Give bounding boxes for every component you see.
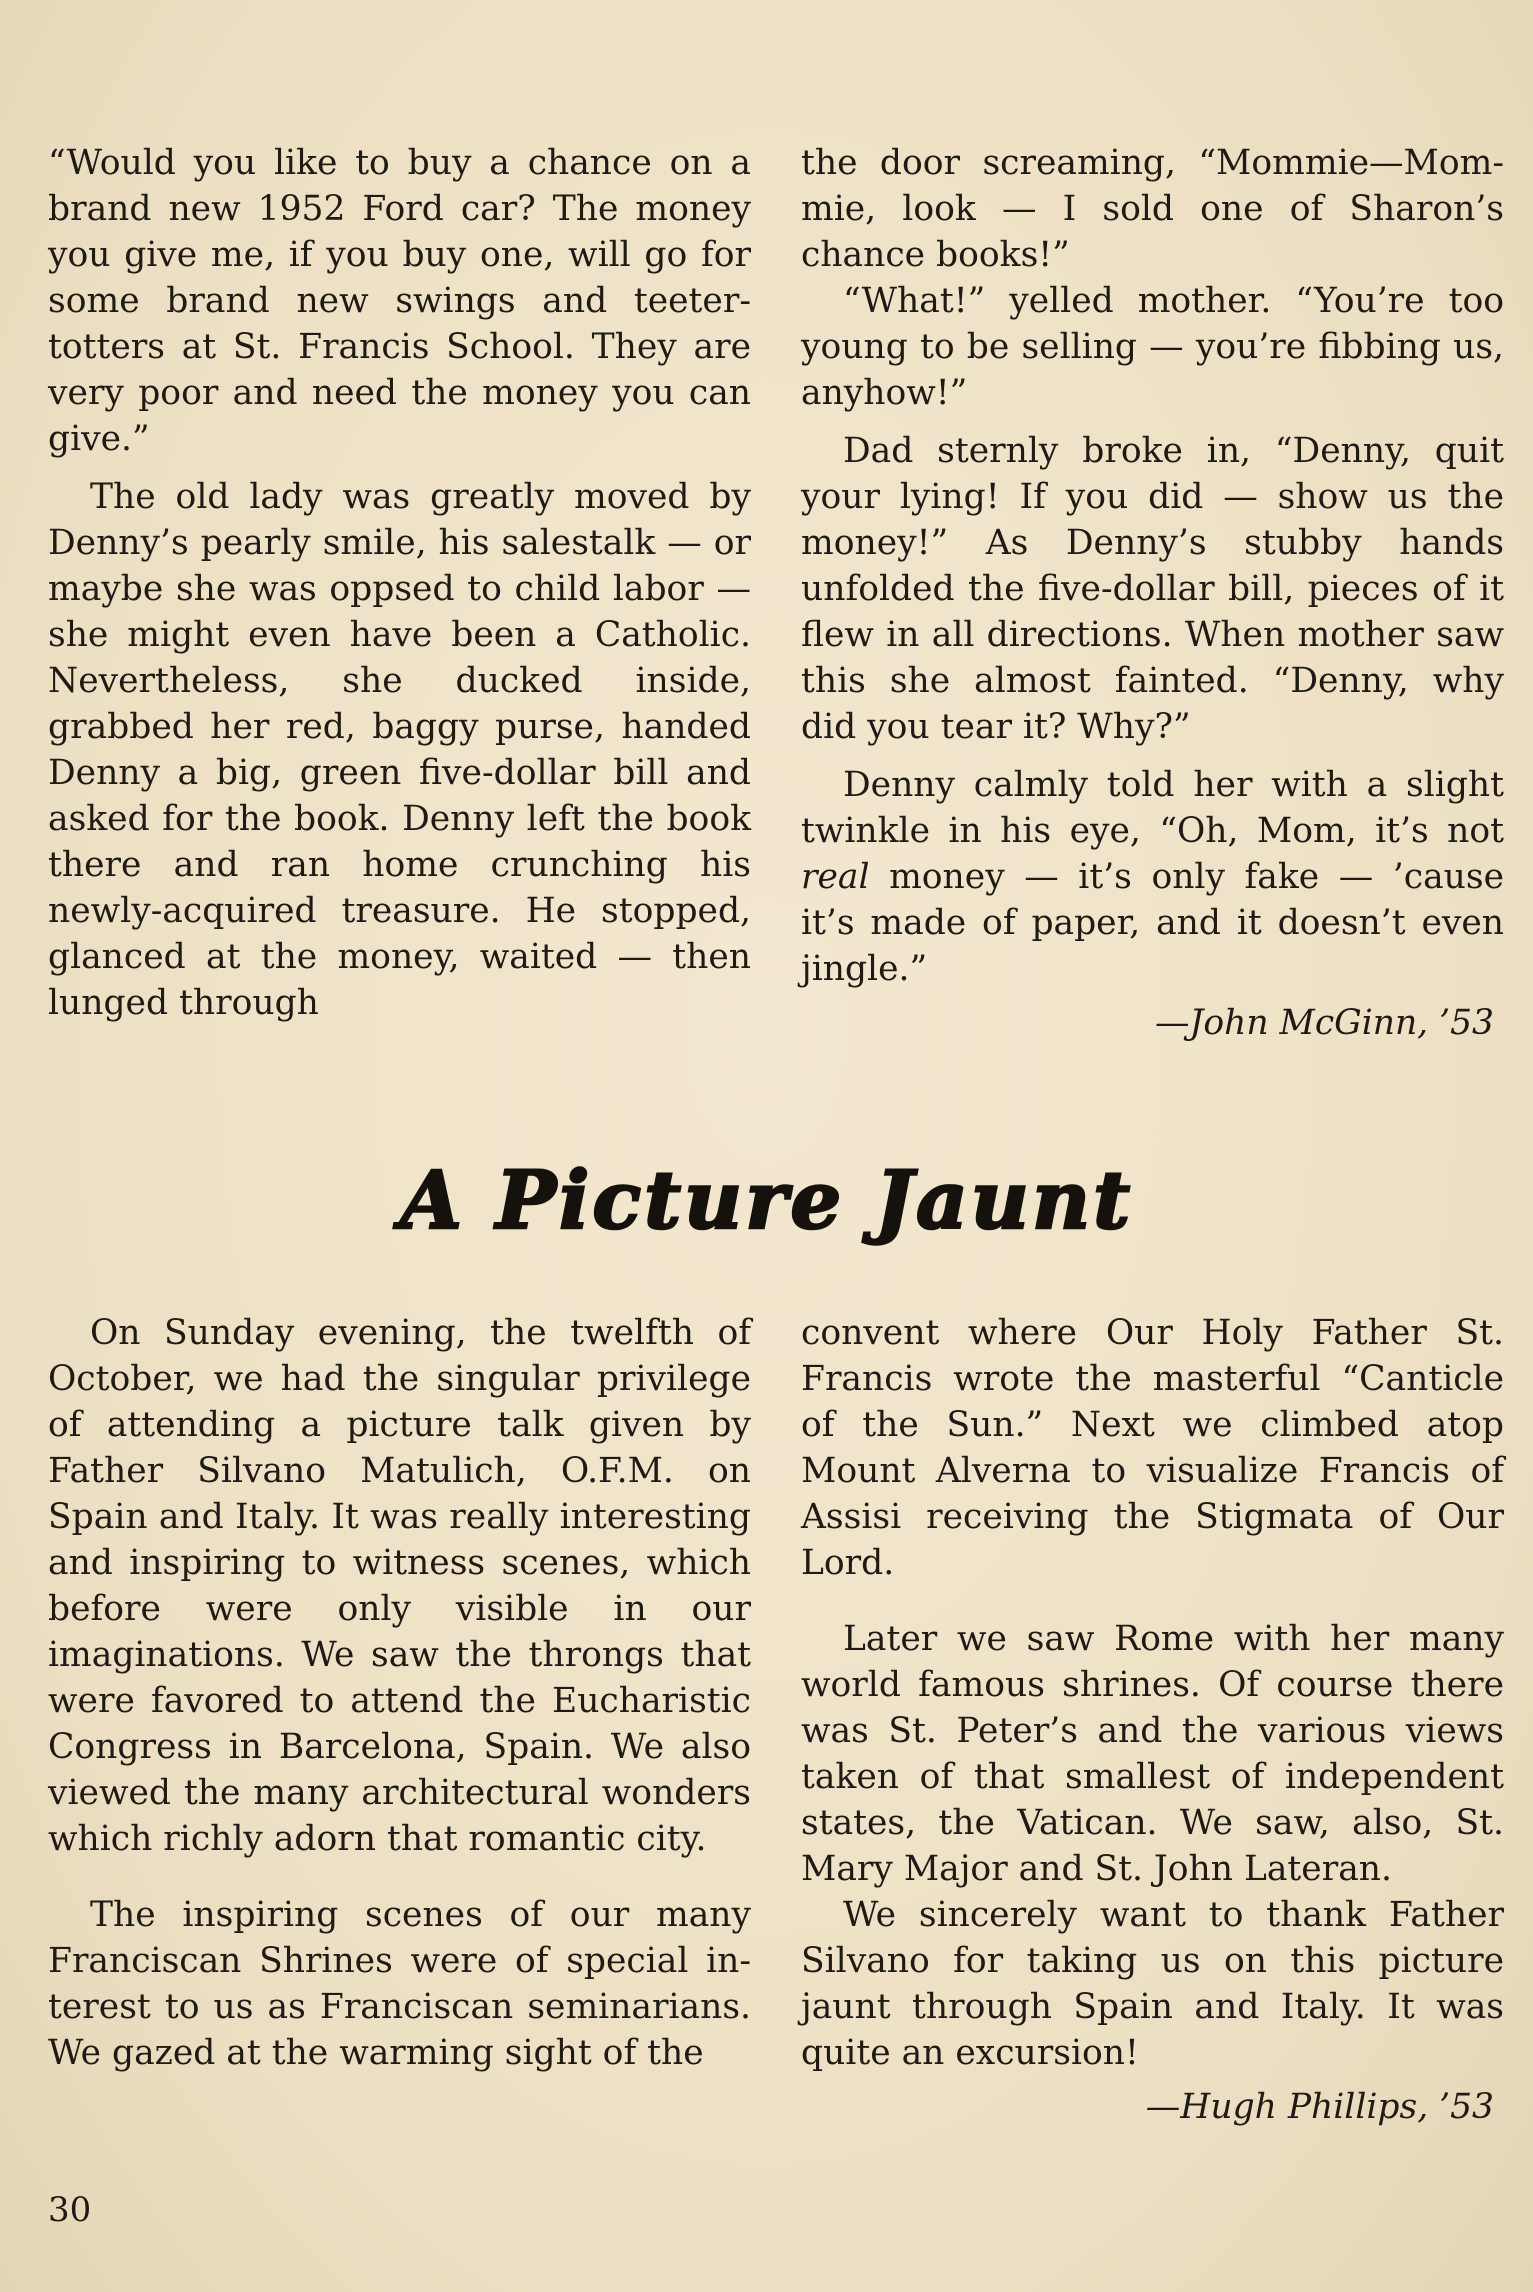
story2-paragraph: convent where Our Holy Father St. Francis wrote the masterful “Canticle of the Sun.” Next we climbed atop Mount Alverna to visualize Francis of Assisi receiving the Stigmata of Our Lord. (801, 1313, 1504, 1583)
story1-signature: —John McGinn, ’53 (1155, 1003, 1494, 1043)
story2-right-column (801, 1310, 1504, 2130)
story1-paragraph: “What!” yelled mother. “You’re too young to be selling — you’re fibbing us, anyhow!” (801, 281, 1504, 413)
story1-paragraph: Dad sternly broke in, “Denny, quit your lying! If you did — show us the money!” As Denny’s stubby hands unfolded the five-dollar bill, pieces of it flew in all directions. When mother saw this she almost fainted. “Denny, why did you tear it? Why?” (801, 431, 1504, 747)
article-title: A Picture Jaunt (399, 1153, 1134, 1247)
story1-paragraph: The old lady was greatly moved by Denny’s pearly smile, his salestalk — or maybe she was oppsed to child labor — she might even have been a Catholic. Nevertheless, she ducked inside, grabbed her red, baggy purse, handed Denny a big, green five-dollar bill and asked for the book. Denny left the book there and ran home crunching his newly-acquired treasure. He stopped, glanced at the money, waited — then lunged through (48, 477, 751, 1023)
story2-paragraph: The inspiring scenes of our many Franciscan Shrines were of special interest to us as Franciscan seminarians. We gazed at the warming sight of the (48, 1895, 751, 2073)
story2-left-column (48, 1310, 751, 2076)
story1-left-column (48, 140, 751, 1026)
story1-right-column (801, 140, 1504, 1046)
story1-paragraph: the door screaming, “Mommie—Mommie, look — I sold one of Sharon’s chance books!” (801, 143, 1504, 275)
story1-last-before: Denny calmly told her with a slight twinkle in his eye, “Oh, Mom, it’s not (801, 765, 1504, 851)
story2-paragraph: On Sunday evening, the twelfth of October, we had the singular privilege of attending a picture talk given by Father Silvano Matulich, O.F.M. on Spain and Italy. It was really interesting and inspiring to witness scenes, which before were only visible in our imaginations. We saw the throngs that were favored to attend the Eucharistic Congress in Barcelona, Spain. We also viewed the many architectural wonders which richly adorn that romantic city. (48, 1313, 751, 1859)
story2-paragraph: We sincerely want to thank Father Silvano for taking us on this picture jaunt through Spain and Italy. It was quite an excursion! (801, 1895, 1504, 2073)
story1-emphasis: real (801, 857, 870, 897)
story1-last-after: money — it’s only fake — ’cause it’s made of paper, and it doesn’t even jingle.” (801, 857, 1504, 989)
page-number: 30 (48, 2190, 92, 2230)
story2-signature: —Hugh Phillips, ’53 (1145, 2087, 1494, 2127)
story1-last-paragraph (801, 762, 1504, 992)
story2-paragraph: Later we saw Rome with her many world famous shrines. Of course there was St. Peter’s and the various views taken of that smallest of independent states, the Vatican. We saw, also, St. Mary Major and St. John Lateran. (801, 1619, 1504, 1889)
story1-paragraph: “Would you like to buy a chance on a brand new 1952 Ford car? The money you give me, if you buy one, will go for some brand new swings and teeter-totters at St. Francis School. They are very poor and need the money you can give.” (48, 143, 751, 459)
